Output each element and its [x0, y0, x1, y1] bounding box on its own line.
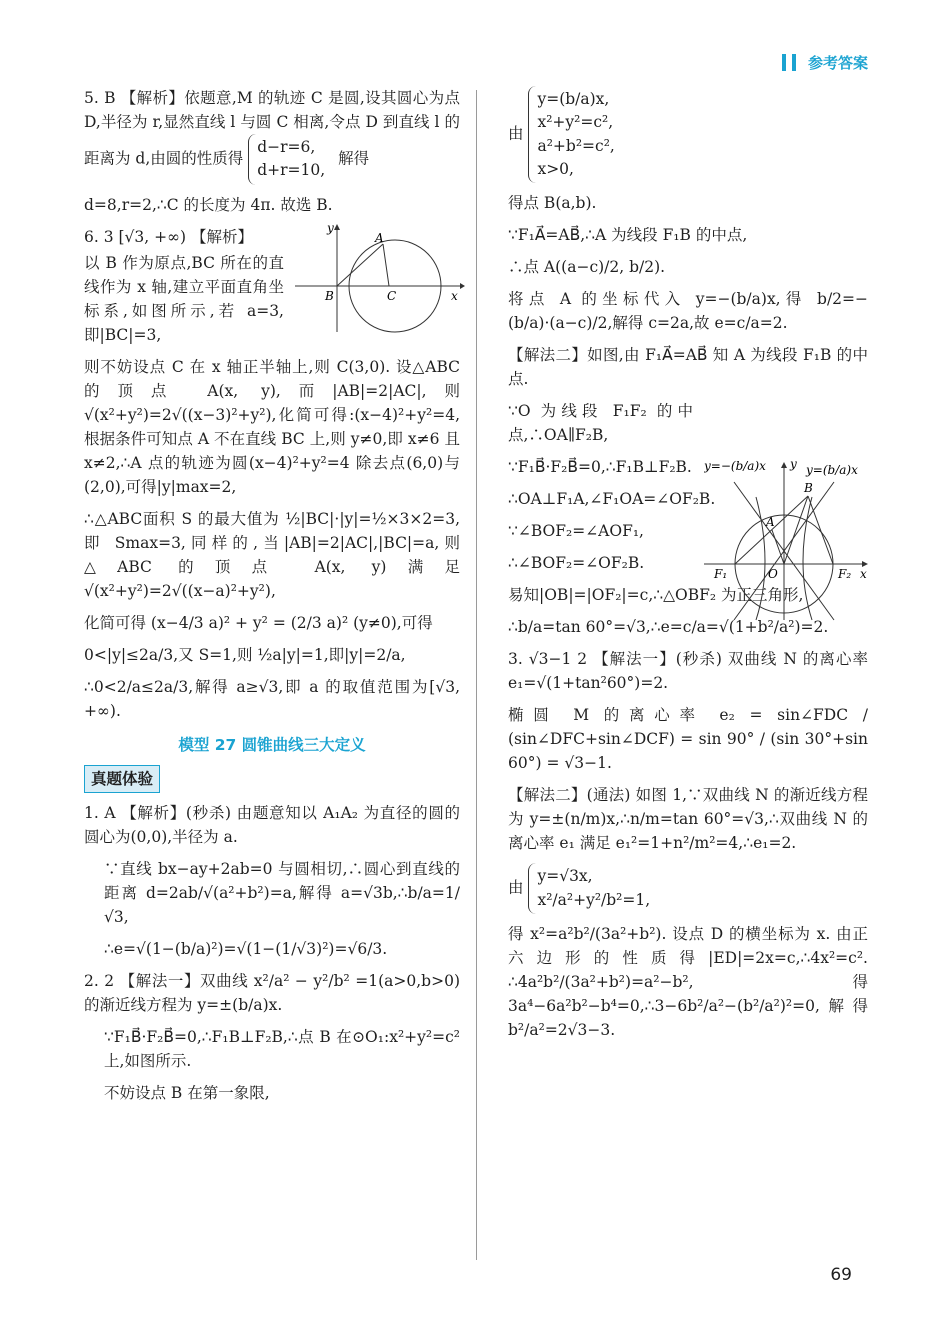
answer-6-range: 0<|y|≤2a/3,又 S=1,则 ½a|y|=1,即|y|=2/a,	[84, 645, 406, 664]
fig2-f1-label: F₁	[714, 567, 728, 581]
right-line-12: ∴b/a=tan 60°=√3,∴e=c/a=√(1+b²/a²)=2.	[508, 618, 829, 637]
answer-6-body: 则不妨设点 C 在 x 轴正半轴上,则 C(3,0). 设△ABC 的顶点 A(x, y),而|AB|=2|AC|,则 √(x²+y²)=2√((x−3)²+y²),化简可得:(x−4)²+y²=4,根据条件可知点 A 不在直线 BC 上,则 y≠0,即 x≠6 且 x≠2,∴A 点的轨迹为圆(x−4)²+y²=4 除去点(6,0)与(2,0),可得|y|max=2,	[84, 357, 460, 496]
question-2-b: ∵F₁B⃗·F₂B⃗=0,∴F₁B⊥F₂B,∴点 B 在⊙O₁:x²+y²=c² 上,如图所示.	[104, 1028, 460, 1071]
answer-5: 5. B 【解析】依题意,M 的轨迹 C 是圆,设其圆心为点 D,半径为 r,显然直线 l 与圆 C 相离,令点 D 到直线 l 的距离为 d,由圆的性质得 d−r=6, d+r=10, 解得	[84, 86, 460, 185]
equation-system: d−r=6, d+r=10,	[248, 134, 333, 185]
fig2-asym2-label: y=(b/a)x	[806, 463, 858, 477]
fig1-x-label: x	[451, 289, 458, 303]
right-line-8: ∴OA⊥F₁A,∠F₁OA=∠OF₂B.	[508, 490, 716, 509]
question-3-d: 得 x²=a²b²/(3a²+b²). 设点 D 的横坐标为 x. 由正六边形的性质得|ED|=2x=c,∴4x²=c². ∴4a²b²/(3a²+b²)=a²−b²,得 3a⁴−6a²b²−b⁴=0,∴3−6b²/a²−(b²/a²)²=0,解得 b²/a²=2√3−3.	[508, 924, 868, 1039]
question-2-a: 2. 2 【解法一】双曲线 x²/a² − y²/b² =1(a>0,b>0)的渐近线方程为 y=±(b/a)x.	[84, 971, 460, 1014]
right-line-2: ∵F₁A⃗=AB⃗,∴A 为线段 F₁B 的中点,	[508, 226, 748, 245]
right-line-7: ∵F₁B⃗·F₂B⃗=0,∴F₁B⊥F₂B.	[508, 458, 692, 477]
answer-6-area: ∴△ABC面积 S 的最大值为 ½|BC|·|y|=½×3×2=3,即 Smax=3,同样的,当|AB|=2|AC|,|BC|=a,则△ABC 的顶点 A(x, y)满足 √(x²+y²)=2√((x−a)²+y²),	[84, 509, 460, 600]
equation-system-b: 由 y=(b/a)x, x²+y²=c², a²+b²=c², x>0,	[508, 86, 868, 183]
question-2-c: 不妨设点 B 在第一象限,	[104, 1084, 270, 1103]
right-line-9: ∵∠BOF₂=∠AOF₁,	[508, 522, 644, 541]
right-line-6: ∵O 为线段 F₁F₂ 的中点,∴OA∥F₂B,	[508, 402, 693, 445]
question-1-c: ∴e=√(1−(b/a)²)=√(1−(1/√3)²)=√6/3.	[104, 939, 388, 958]
right-line-3: ∴点 A((a−c)/2, b/2).	[508, 258, 666, 277]
header-bar-icon	[792, 54, 796, 71]
right-line-5: 【解法二】如图,由 F₁A⃗=AB⃗ 知 A 为线段 F₁B 的中点.	[508, 346, 868, 389]
question-3-c: 【解法二】(通法) 如图 1,∵双曲线 N 的渐近线方程为 y=±(n/m)x,∴n/m=tan 60°=√3,∴双曲线 N 的离心率 e₁ 满足 e₁²=1+n²/m²=4,∴e₁=2.	[508, 786, 868, 853]
hyperbola-figure	[704, 452, 872, 622]
answer-6-result: ∴0<2/a≤2a/3,解得 a≥√3,即 a 的取值范围为[√3, +∞).	[84, 677, 460, 720]
question-3-b: 椭圆 M 的离心率 e₂ = sin∠FDC / (sin∠DFC+sin∠DCF) = sin 90° / (sin 30°+sin 60°) = √3−1.	[508, 706, 868, 773]
question-1-b: ∵直线 bx−ay+2ab=0 与圆相切,∴圆心到直线的距离 d=2ab/√(a²+b²)=a,解得 a=√3b,∴b/a=1/√3,	[104, 859, 460, 926]
answer-6-simplify: 化简可得 (x−4/3 a)² + y² = (2/3 a)² (y≠0),可得	[84, 613, 433, 632]
fig1-b-label: B	[325, 289, 334, 303]
question-1-a: 1. A 【解析】(秒杀) 由题意知以 A₁A₂ 为直径的圆的圆心为(0,0),半径为 a.	[84, 803, 460, 846]
column-divider	[476, 90, 477, 1260]
fig2-o-label: O	[768, 567, 778, 581]
model-title: 模型 27 圆锥曲线三大定义	[178, 735, 366, 754]
header-bar-icon	[782, 54, 786, 71]
fig1-a-label: A	[375, 231, 384, 245]
answer-5-end: d=8,r=2,∴C 的长度为 4π. 故选 B.	[84, 195, 333, 214]
fig2-asym1-label: y=−(b/a)x	[704, 459, 766, 473]
fig2-y-label: y	[790, 457, 797, 471]
right-line-11: 易知|OB|=|OF₂|=c,∴△OBF₂ 为正三角形,	[508, 586, 804, 605]
fig2-a-label: A	[766, 515, 775, 529]
page-number: 69	[830, 1265, 852, 1285]
question-3-a: 3. √3−1 2 【解法一】(秒杀) 双曲线 N 的离心率 e₁=√(1+tan²60°)=2.	[508, 650, 868, 693]
right-line-1: 得点 B(a,b).	[508, 194, 597, 212]
answer-6-head: 6. 3 [√3, +∞) 【解析】	[84, 227, 254, 246]
header-title: 参考答案	[807, 54, 868, 72]
answer-6-intro: 以 B 作为原点,BC 所在的直线作为 x 轴,建立平面直角坐标系,如图所示,若 a=3,即|BC|=3,	[84, 253, 284, 344]
section-tag: 真题体验	[84, 765, 160, 793]
fig2-f2-label: F₂	[838, 567, 852, 581]
fig1-y-label: y	[327, 222, 334, 235]
circle-figure	[295, 222, 465, 334]
right-narrow-block	[508, 399, 716, 575]
page-header	[782, 52, 868, 73]
right-line-10: ∴∠BOF₂=∠OF₂B.	[508, 554, 645, 573]
equation-system-c: 由 y=√3x, x²/a²+y²/b²=1,	[508, 863, 868, 914]
right-line-4: 将点 A 的坐标代入 y=−(b/a)x,得 b/2=−(b/a)·(a−c)/2,解得 c=2a,故 e=c/a=2.	[508, 290, 868, 333]
fig1-c-label: C	[387, 289, 397, 303]
fig2-x-label: x	[860, 567, 867, 581]
fig2-b-label: B	[804, 481, 813, 495]
